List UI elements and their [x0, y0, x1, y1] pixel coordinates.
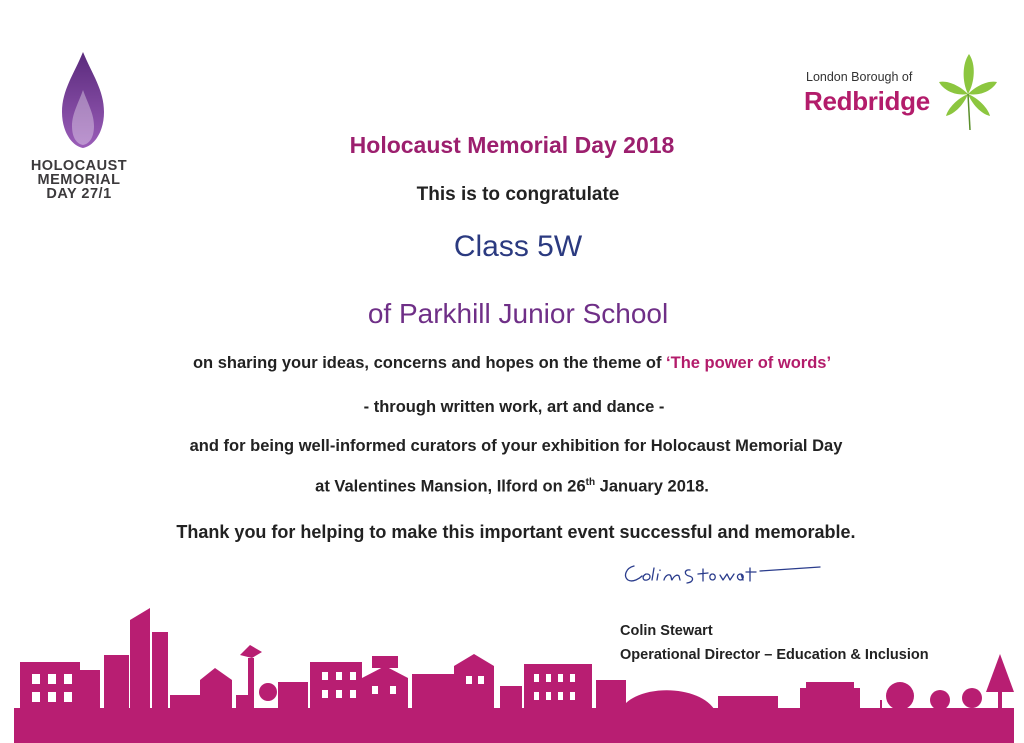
activities-line: - through written work, art and dance -: [363, 398, 665, 416]
class-name: Class 5W: [453, 230, 583, 263]
school-name: of Parkhill Junior School: [367, 298, 669, 329]
venue-date-prefix: at Valentines Mansion, Ilford on 26: [315, 477, 586, 496]
signer-name: Colin Stewart: [620, 623, 713, 639]
logo-line: MEMORIAL: [37, 172, 121, 188]
congratulate-line: This is to congratulate: [416, 184, 620, 205]
logo-line: DAY 27/1: [46, 186, 112, 202]
theme-line-prefix: on sharing your ideas, concerns and hopes on the theme of: [192, 354, 667, 372]
theme-line: [0, 354, 1024, 373]
chestnut-leaf-icon: [938, 52, 998, 132]
signer-role: Operational Director – Education & Inclusion: [620, 647, 929, 663]
venue-date-suffix: January 2018.: [595, 477, 709, 496]
city-skyline-illustration: [0, 600, 1024, 743]
date-ordinal-suffix: th: [585, 477, 596, 488]
redbridge-logo-subtitle: London Borough of: [806, 70, 913, 84]
thank-you-line: Thank you for helping to make this important event successful and memorable.: [176, 522, 856, 542]
redbridge-logo: [800, 52, 1000, 132]
certificate-title: Holocaust Memorial Day 2018: [349, 132, 675, 158]
handwritten-signature: [620, 556, 830, 590]
logo-line: HOLOCAUST: [30, 158, 128, 174]
venue-date-line: [0, 477, 1024, 497]
redbridge-logo-wordmark: Redbridge: [804, 86, 930, 116]
curators-line: and for being well-informed curators of your exhibition for Holocaust Memorial Day: [189, 437, 843, 455]
theme-title: ‘The power of words’: [666, 354, 832, 372]
